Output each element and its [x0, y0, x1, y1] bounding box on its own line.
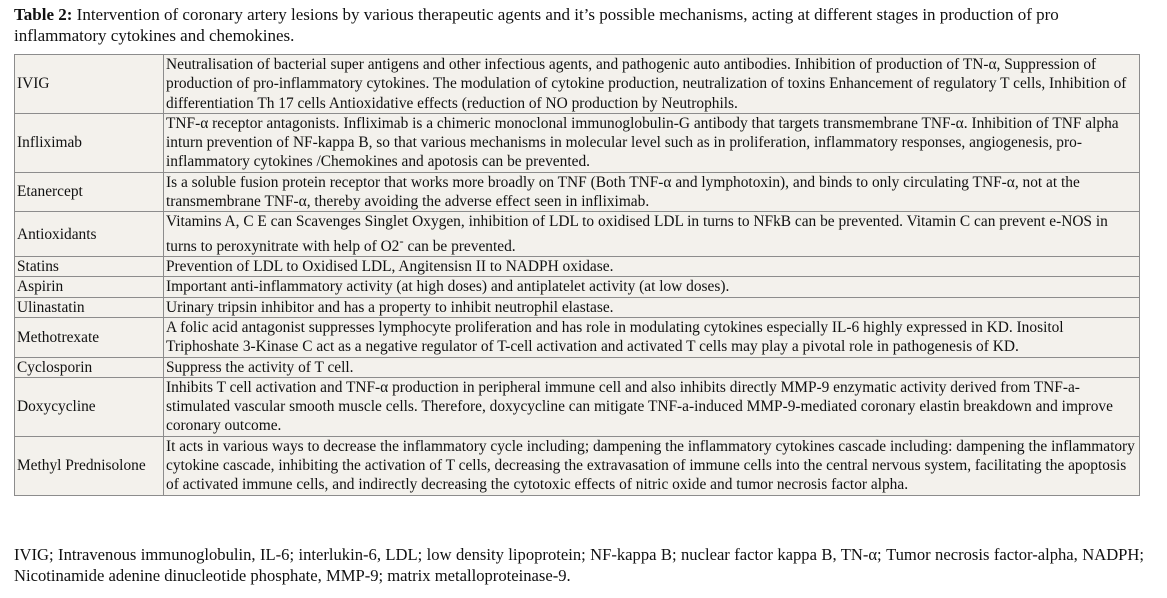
table-row: [15, 277, 1140, 297]
table-row: [15, 297, 1140, 317]
table-row: [15, 317, 1140, 357]
agent-cell: Antioxidants: [15, 212, 164, 257]
mechanism-cell: A folic acid antagonist suppresses lymphocyte proliferation and has role in modulating cytokines especially IL-6 highly expressed in KD. Inositol Triphoshate 3-Kinase C act as a negative regulator of T-cell activation and activated T cells may play a pivotal role in pathogenesis of KD.: [164, 317, 1140, 357]
table-row: [15, 357, 1140, 377]
mechanism-cell: Inhibits T cell activation and TNF-α production in peripheral immune cell and also inhibits directly MMP-9 enzymatic activity derived from TNF-a-stimulated vascular smooth muscle cells. Therefore, doxycycline can mitigate TNF-a-induced MMP-9-mediated coronary elastin breakdown and improve coronary outcome.: [164, 377, 1140, 436]
agent-cell: Aspirin: [15, 277, 164, 297]
agent-cell: Cyclosporin: [15, 357, 164, 377]
table-row: [15, 377, 1140, 436]
agent-cell: IVIG: [15, 55, 164, 114]
mechanism-cell: Is a soluble fusion protein receptor that works more broadly on TNF (Both TNF-α and lymphotoxin), and binds to only circulating TNF-α, not at the transmembrane TNF-α, thereby avoiding the adverse effect seen in infliximab.: [164, 172, 1140, 212]
table-row: [15, 257, 1140, 277]
table-caption: [14, 4, 1154, 46]
superscript-charge: -: [399, 233, 404, 248]
agent-cell: Etanercept: [15, 172, 164, 212]
table-caption-text: Intervention of coronary artery lesions by various therapeutic agents and it’s possible mechanisms, acting at different stages in production of pro inflammatory cytokines and chemokines.: [14, 5, 1059, 45]
table-footnote: IVIG; Intravenous immunoglobulin, IL-6; interlukin-6, LDL; low density lipoprotein; NF-kappa B; nuclear factor kappa B, TN-α; Tumor necrosis factor-alpha, NADPH; Nicotinamide adenine dinucleotide phosphate, MMP-9; matrix metalloproteinase-9.: [14, 545, 1144, 585]
table-label: Table 2:: [14, 5, 73, 24]
table-row: [15, 212, 1140, 257]
mechanism-text-end: can be prevented.: [403, 237, 516, 255]
mechanism-text: Vitamins A, C E can Scavenges Singlet Oxygen, inhibition of LDL to oxidised LDL in turns to NFkB can be prevented. Vitamin C can prevent e-NOS in turns to peroxynitrate with help of O2: [166, 213, 1108, 255]
mechanism-cell: Prevention of LDL to Oxidised LDL, Angitensisn II to NADPH oxidase.: [164, 257, 1140, 277]
mechanism-cell: Important anti-inflammatory activity (at high doses) and antiplatelet activity (at low doses).: [164, 277, 1140, 297]
mechanism-cell: It acts in various ways to decrease the inflammatory cycle including; dampening the inflammatory cytokines cascade including: dampening the inflammatory cytokine cascade, inhibiting the activation of T cells, decreasing the extravasation of immune cells into the central nervous system, facilitating the apoptosis of activated immune cells, and indirectly decreasing the cytotoxic effects of nitric oxide and tumor necrosis factor alpha.: [164, 436, 1140, 495]
table-row: [15, 113, 1140, 172]
table-row: [15, 55, 1140, 114]
agent-cell: Ulinastatin: [15, 297, 164, 317]
mechanism-cell: Neutralisation of bacterial super antigens and other infectious agents, and pathogenic auto antibodies. Inhibition of production of TN-α, Suppression of production of pro-inflammatory cytokines. The modulation of cytokine production, neutralization of toxins Enhancement of regulatory T cells, Inhibition of differentiation Th 17 cells Antioxidative effects (reduction of NO production by Neutrophils.: [164, 55, 1140, 114]
agent-cell: Infliximab: [15, 113, 164, 172]
agent-cell: Doxycycline: [15, 377, 164, 436]
agent-cell: Methotrexate: [15, 317, 164, 357]
mechanism-cell: Urinary tripsin inhibitor and has a property to inhibit neutrophil elastase.: [164, 297, 1140, 317]
mechanism-cell: Suppress the activity of T cell.: [164, 357, 1140, 377]
agent-cell: Methyl Prednisolone: [15, 436, 164, 495]
interventions-table: [14, 54, 1140, 496]
table-row: [15, 172, 1140, 212]
agent-cell: Statins: [15, 257, 164, 277]
table-row: [15, 436, 1140, 495]
mechanism-cell: [164, 212, 1140, 257]
mechanism-cell: TNF-α receptor antagonists. Infliximab is a chimeric monoclonal immunoglobulin-G antibody that targets transmembrane TNF-α. Inhibition of TNF alpha inturn prevention of NF-kappa B, so that various mechanisms in molecular level such as in proliferation, inflammatory responses, angiogenesis, pro-inflammatory cytokines /Chemokines and apotosis can be prevented.: [164, 113, 1140, 172]
